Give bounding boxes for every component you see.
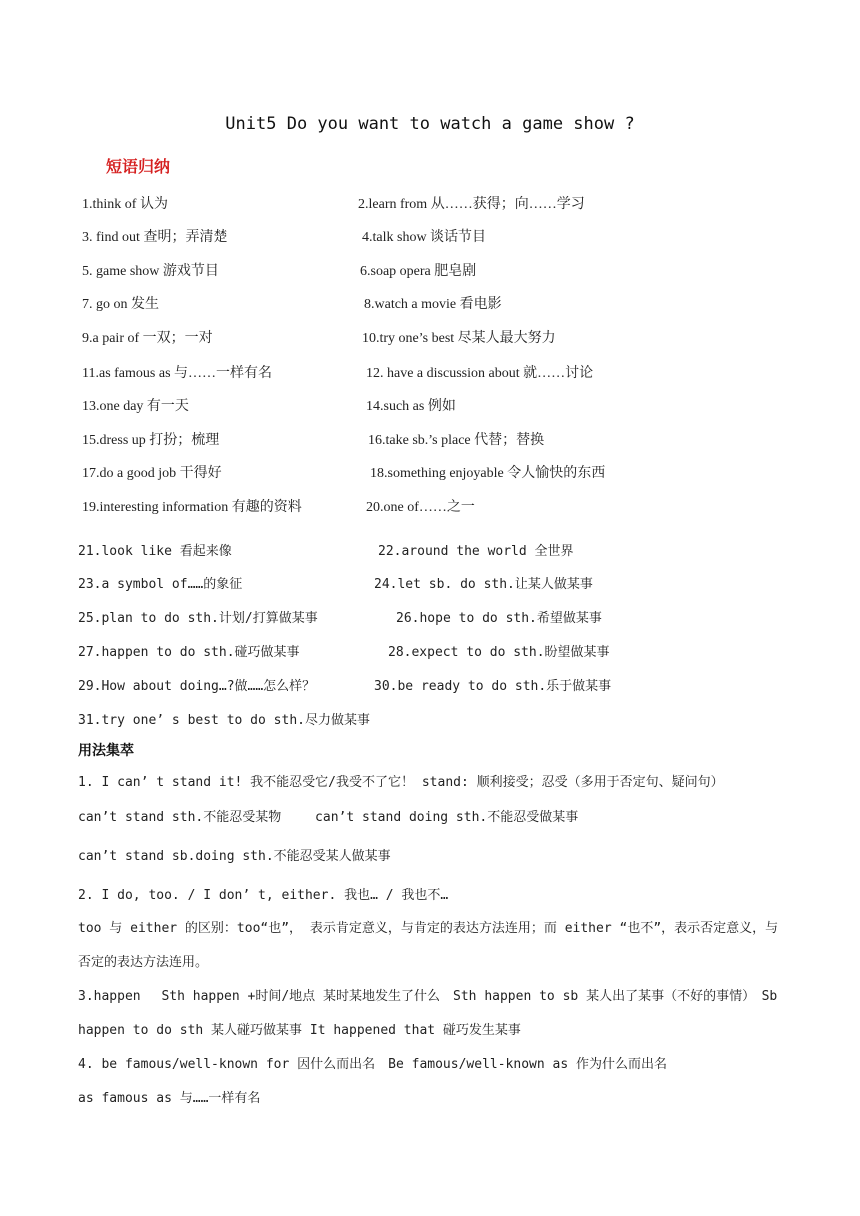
phrase-item: 13.one day 有一天 (82, 399, 189, 414)
phrase-item: 18.something enjoyable 令人愉快的东西 (370, 466, 606, 481)
phrase-item: 27.happen to do sth.碰巧做某事 (78, 645, 300, 660)
phrase-item: 22.around the world 全世界 (378, 544, 574, 559)
phrase-item: 23.a symbol of……的象征 (78, 577, 243, 592)
phrase-item: 20.one of……之一 (366, 500, 475, 515)
phrase-item: 3. find out 查明；弄清楚 (82, 230, 228, 245)
phrase-item: 2.learn from 从……获得；向……学习 (358, 197, 585, 212)
phrases-heading: 短语归纳 (106, 157, 171, 176)
usage-line: 1. I can’ t stand it! 我不能忍受它/我受不了它！ stand: 顺利接受；忍受（多用于否定句、疑问句） (78, 775, 724, 790)
phrase-item: 30.be ready to do sth.乐于做某事 (374, 679, 612, 694)
phrase-item: 31.try one’ s best to do sth.尽力做某事 (78, 713, 370, 728)
usage-line: as famous as 与……一样有名 (78, 1091, 261, 1106)
phrase-item: 26.hope to do sth.希望做某事 (396, 611, 602, 626)
phrase-item: 21.look like 看起来像 (78, 544, 232, 559)
phrase-item: 10.try one’s best 尽某人最大努力 (362, 331, 556, 346)
phrase-item: 6.soap opera 肥皂剧 (360, 264, 477, 279)
phrase-item: 16.take sb.’s place 代替；替换 (368, 433, 545, 448)
phrase-item: 29.How about doing…?做……怎么样？ (78, 679, 316, 694)
phrase-item: 7. go on 发生 (82, 297, 159, 312)
usage-line: can’t stand sth.不能忍受某物 can’t stand doing sth.不能忍受做某事 (78, 810, 579, 825)
page-title: Unit5 Do you want to watch a game show ? (225, 114, 635, 134)
phrase-item: 15.dress up 打扮；梳理 (82, 433, 220, 448)
usage-paragraph: 3.happen Sth happen +时间/地点 某时某地发生了什么 Sth happen to sb 某人出了某事（不好的事情） Sb happen to do sth 某人碰巧做某事 It happened that 碰巧发生某事 (78, 989, 778, 1038)
usage-heading: 用法集萃 (78, 743, 134, 759)
usage-line: 2. I do, too. / I don’ t, either. 我也… / 我也不… (78, 888, 449, 903)
phrase-item: 11.as famous as 与……一样有名 (82, 366, 273, 381)
phrase-item: 25.plan to do sth.计划/打算做某事 (78, 611, 318, 626)
phrase-item: 12. have a discussion about 就……讨论 (366, 366, 594, 381)
usage-paragraph: too 与 either 的区别：too“也”， 表示肯定意义，与肯定的表达方法连用；而 either “也不”，表示否定意义，与否定的表达方法连用。 (78, 921, 779, 970)
usage-line: can’t stand sb.doing sth.不能忍受某人做某事 (78, 849, 391, 864)
phrase-item: 24.let sb. do sth.让某人做某事 (374, 577, 593, 592)
usage-line: 4. be famous/well-known for 因什么而出名 Be famous/well-known as 作为什么而出名 (78, 1057, 667, 1072)
phrase-item: 1.think of 认为 (82, 197, 168, 212)
phrase-item: 9.a pair of 一双；一对 (82, 331, 213, 346)
phrase-item: 14.such as 例如 (366, 399, 456, 414)
phrase-item: 19.interesting information 有趣的资料 (82, 500, 302, 515)
phrase-item: 17.do a good job 干得好 (82, 466, 222, 481)
phrase-item: 5. game show 游戏节目 (82, 264, 219, 279)
phrase-item: 8.watch a movie 看电影 (364, 297, 502, 312)
phrase-item: 28.expect to do sth.盼望做某事 (388, 645, 610, 660)
phrase-item: 4.talk show 谈话节目 (362, 230, 487, 245)
